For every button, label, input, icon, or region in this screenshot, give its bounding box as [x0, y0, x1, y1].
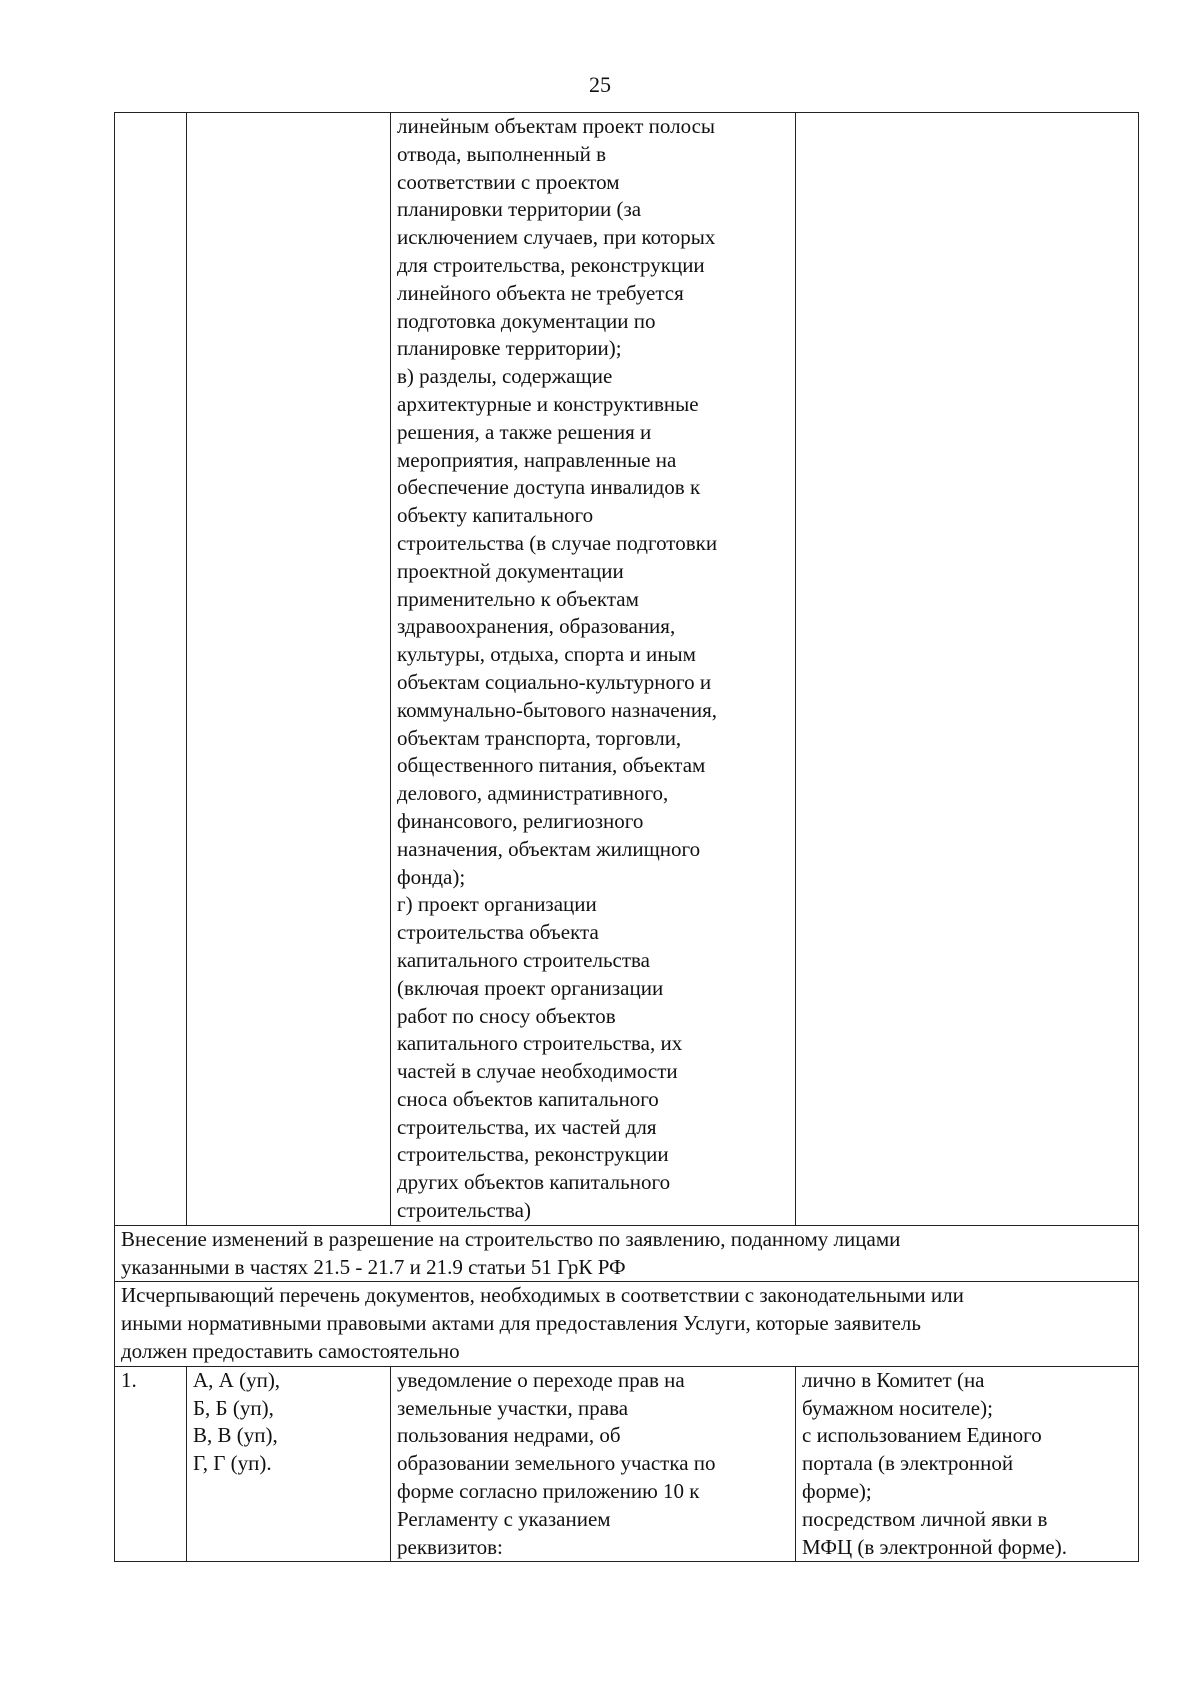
method-line: форме);	[802, 1479, 872, 1504]
description-line: исключением случаев, при которых	[397, 225, 716, 250]
row-number-cell	[115, 113, 187, 1226]
description-line: применительно к объектам	[397, 586, 639, 611]
description-line: для строительства, реконструкции	[397, 252, 705, 277]
table-row	[115, 1366, 1139, 1562]
method-line: бумажном носителе);	[802, 1395, 993, 1420]
applicant-code: В, В (уп),	[193, 1423, 278, 1448]
description-line: строительства)	[397, 1198, 531, 1223]
description-line: объектам транспорта, торговли,	[397, 725, 682, 750]
method-line: посредством личной явки в	[802, 1506, 1048, 1531]
applicant-code: А, А (уп),	[193, 1367, 281, 1392]
description-line: планировки территории (за	[397, 197, 642, 222]
description-cell	[391, 113, 796, 1226]
description-line: строительства объекта	[397, 920, 599, 945]
description-line: реквизитов:	[397, 1534, 503, 1559]
description-line: сноса объектов капитального	[397, 1086, 659, 1111]
submission-method-cell	[796, 113, 1139, 1226]
section-header-line: Исчерпывающий перечень документов, необходимых в соответствии с законодательными или	[121, 1283, 964, 1308]
section-header-line: должен предоставить самостоятельно	[121, 1339, 460, 1364]
description-line: архитектурные и конструктивные	[397, 391, 699, 416]
description-line: земельные участки, права	[397, 1395, 629, 1420]
description-line: других объектов капитального	[397, 1170, 671, 1195]
description-line: г) проект организации	[397, 892, 597, 917]
description-line: работ по сносу объектов	[397, 1003, 616, 1028]
description-line: линейным объектам проект полосы	[397, 114, 716, 138]
section-header-amendment	[115, 1225, 1139, 1282]
description-line: капитального строительства, их	[397, 1031, 683, 1056]
section-header-line: Внесение изменений в разрешение на строительство по заявлению, поданному лицами	[121, 1226, 901, 1251]
section-header-row	[115, 1282, 1139, 1366]
description-line: подготовка документации по	[397, 308, 656, 333]
page-number: 25	[589, 72, 611, 97]
description-line: строительства, реконструкции	[397, 1142, 669, 1167]
applicant-codes-cell	[187, 113, 391, 1226]
section-header-line: иными нормативными правовыми актами для предоставления Услуги, которые заявитель	[121, 1311, 921, 1336]
description-line: фонда);	[397, 864, 466, 889]
method-line: портала (в электронной	[802, 1451, 1014, 1476]
description-line: проектной документации	[397, 558, 624, 583]
section-header-documents-list	[115, 1282, 1139, 1366]
description-line: отвода, выполненный в	[397, 141, 607, 166]
description-line: частей в случае необходимости	[397, 1059, 678, 1084]
description-line: обеспечение доступа инвалидов к	[397, 475, 701, 500]
description-line: строительства (в случае подготовки	[397, 530, 718, 555]
continuation-row	[115, 113, 1139, 1226]
description-line: решения, а также решения и	[397, 419, 652, 444]
row-number-cell: 1.	[115, 1366, 187, 1562]
section-header-row	[115, 1225, 1139, 1282]
description-line: в) разделы, содержащие	[397, 364, 613, 389]
description-line: планировке территории);	[397, 336, 622, 361]
description-line: соответствии с проектом	[397, 169, 620, 194]
description-line: уведомление о переходе прав на	[397, 1367, 685, 1392]
method-line: МФЦ (в электронной форме).	[802, 1534, 1067, 1559]
method-line: лично в Комитет (на	[802, 1367, 985, 1392]
method-line: с использованием Единого	[802, 1423, 1042, 1448]
documents-table	[114, 112, 1139, 1562]
submission-method-cell	[796, 1366, 1139, 1562]
description-line: строительства, их частей для	[397, 1114, 657, 1139]
description-line: культуры, отдыха, спорта и иным	[397, 642, 696, 667]
description-line: форме согласно приложению 10 к	[397, 1479, 700, 1504]
description-line: линейного объекта не требуется	[397, 280, 684, 305]
description-line: здравоохранения, образования,	[397, 614, 676, 639]
description-line: коммунально-бытового назначения,	[397, 697, 717, 722]
description-line: мероприятия, направленные на	[397, 447, 677, 472]
description-line: капитального строительства	[397, 947, 650, 972]
description-line: общественного питания, объектам	[397, 753, 706, 778]
description-line: назначения, объектам жилищного	[397, 836, 701, 861]
description-cell	[391, 1366, 796, 1562]
description-line: пользования недрами, об	[397, 1423, 621, 1448]
description-line: делового, административного,	[397, 781, 669, 806]
applicant-code: Б, Б (уп),	[193, 1395, 274, 1420]
description-line: Регламенту с указанием	[397, 1506, 611, 1531]
applicant-code: Г, Г (уп).	[193, 1451, 272, 1476]
description-line: объектам социально-культурного и	[397, 669, 712, 694]
section-header-line: указанными в частях 21.5 - 21.7 и 21.9 статьи 51 ГрК РФ	[121, 1254, 626, 1279]
applicant-codes-cell	[187, 1366, 391, 1562]
description-line: образовании земельного участка по	[397, 1451, 716, 1476]
description-line: финансового, религиозного	[397, 808, 644, 833]
description-line: (включая проект организации	[397, 975, 664, 1000]
description-line: объекту капитального	[397, 503, 594, 528]
